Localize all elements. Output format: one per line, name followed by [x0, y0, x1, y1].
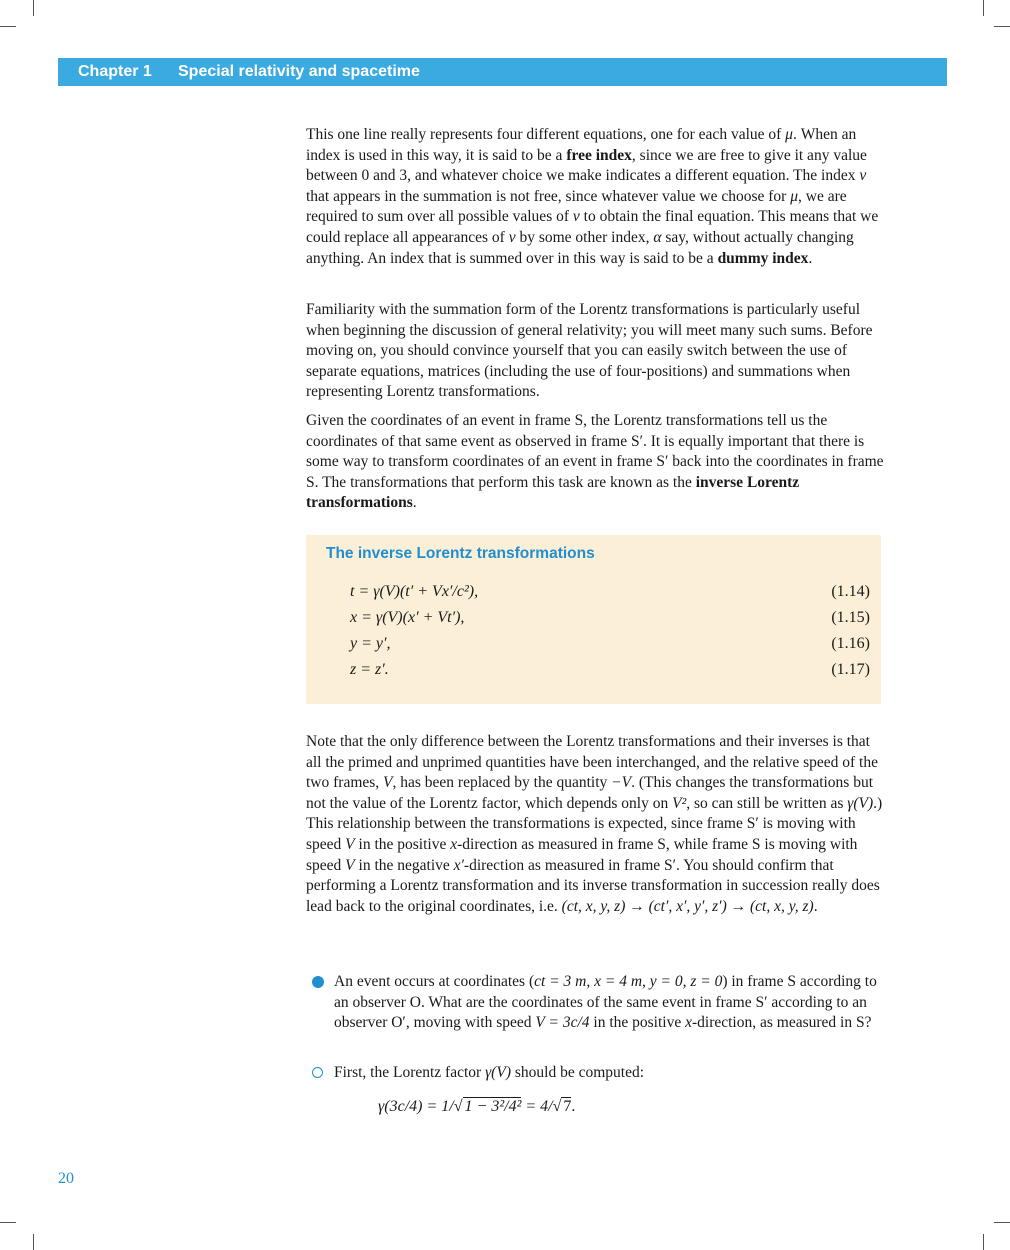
equation-number: (1.14)	[831, 583, 870, 600]
equation-row	[350, 581, 870, 603]
paragraph-summation: Familiarity with the summation form of the Lorentz transformations is particularly useful when beginning the discussion of general relativity; you will meet many such sums. Before moving on, you should convince yourself that you can easily switch between the use of separate equations, matrices (including the use of four-positions) and summations when representing Lorentz transformations.	[306, 301, 873, 401]
question-bullet-icon	[312, 976, 324, 988]
lorentz-factor-equation: γ(3c/4) = 1/√ 1 − 3²/4² = 4/√ 7.	[378, 1098, 576, 1115]
term-dummy-index: dummy index	[717, 249, 809, 267]
equation-number: (1.16)	[831, 635, 870, 652]
chapter-header	[58, 58, 947, 86]
crop-mark	[0, 1222, 16, 1223]
crop-mark	[994, 26, 1010, 27]
chapter-label: Chapter 1	[78, 63, 152, 80]
crop-mark	[983, 1234, 984, 1250]
box-title: The inverse Lorentz transformations	[326, 545, 595, 562]
crop-mark	[0, 26, 16, 27]
equation-row	[350, 659, 870, 681]
chapter-title: Special relativity and spacetime	[178, 63, 420, 80]
equation: t = γ(V)(t′ + Vx′/c²),	[350, 583, 479, 600]
equation-row	[350, 607, 870, 629]
equation: x = γ(V)(x′ + Vt′),	[350, 609, 465, 626]
inverse-lorentz-box	[306, 535, 881, 704]
equation-row	[350, 633, 870, 655]
equation-number: (1.17)	[831, 661, 870, 678]
term-free-index: free index	[566, 146, 632, 164]
paragraph-free-index: This one line really represents four different equations, one for each value of μ. When an index is used in this way, it is said to be a free index, since we are free to give it any value between 0 and 3, and whatever choice we make indicates a different equation. The index ν that appears in the summation is not free, since whatever value we choose for μ, we are required to sum over all possible values of ν to obtain the final equation. This means that we could replace all appearances of ν by some other index, α say, without actually changing anything. An index that is summed over in this way is said to be a dummy index.	[306, 126, 879, 267]
equation: z = z′.	[350, 661, 389, 678]
paragraph-inverse-note: Note that the only difference between the Lorentz transformations and their inverses is that all the primed and unprimed quantities have been interchanged, and the relative speed of the two frames, V, has been replaced by the quantity −V. (This changes the transformations but not the value of the Lorentz factor, which depends only on V², so can still be written as γ(V).) This relationship between the transformations is expected, since frame S′ is moving with speed V in the positive x-direction as measured in frame S, while frame S is moving with speed V in the negative x′-direction as measured in frame S′. You should confirm that performing a Lorentz transformation and its inverse transformation in succession really does lead back to the original coordinates, i.e. (ct, x, y, z) → (ct′, x′, y′, z′) → (ct, x, y, z).	[306, 733, 883, 915]
equation: y = y′,	[350, 635, 391, 652]
term-inverse-lorentz: inverse Lorentz transformations	[306, 473, 800, 512]
crop-mark	[33, 0, 34, 16]
crop-mark	[33, 1234, 34, 1250]
crop-mark	[983, 0, 984, 16]
answer-bullet-icon	[312, 1067, 323, 1078]
paragraph-inverse-intro: Given the coordinates of an event in frame S, the Lorentz transformations tell us the coordinates of that same event as observed in frame S′. It is equally important that there is some way to transform coordinates of an event in frame S′ back into the coordinates in frame S. The transformations that perform this task are known as the inverse Lorentz transformations.	[306, 412, 884, 512]
equation-number: (1.15)	[831, 609, 870, 626]
crop-mark	[994, 1222, 1010, 1223]
page-number: 20	[58, 1170, 74, 1187]
